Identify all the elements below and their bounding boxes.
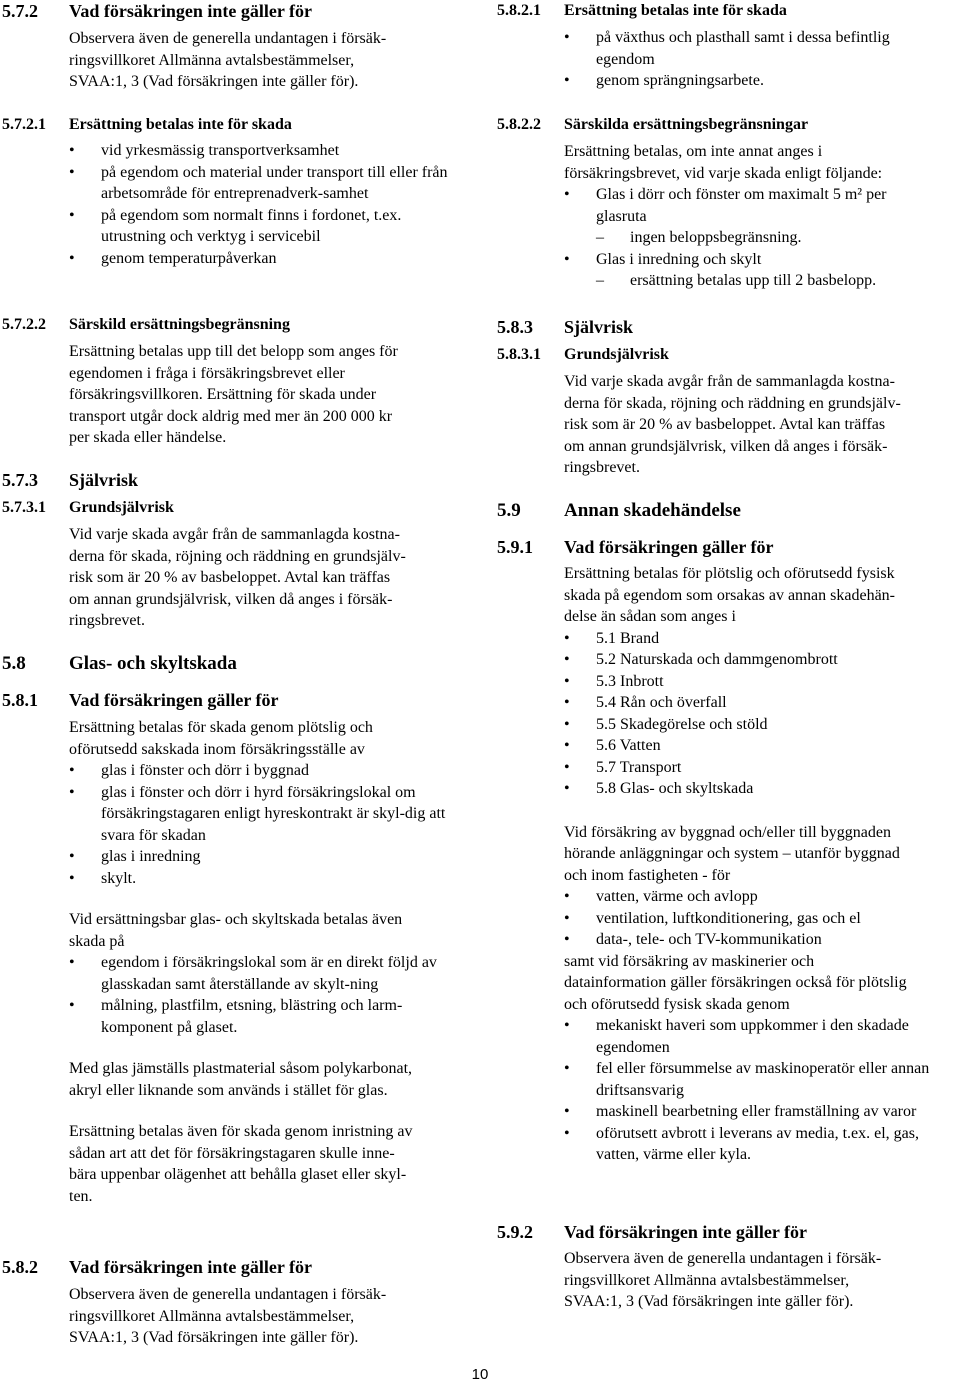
text-line: datainformation gäller försäkringen också för plötslig — [564, 974, 907, 991]
text-line: risk som är 20 % av basbeloppet. Avtal kan träffas — [69, 569, 391, 586]
text-line: Ersättning betalas, om inte annat anges i — [564, 143, 823, 160]
list-item: • 5.2 Naturskada och dammgenombrott — [564, 649, 960, 671]
section-number: 5.8 — [2, 653, 26, 674]
section-title: Vad försäkringen inte gäller för — [69, 1257, 312, 1277]
text-line: Ersättning betalas för skada genom plötslig och — [69, 719, 373, 736]
heading-5-7-2-1 — [2, 114, 292, 135]
text-line: Vid ersättningsbar glas- och skyltskada betalas även — [69, 911, 403, 928]
text-line: försäkringsvillkoren. Ersättning för skada under — [69, 386, 377, 403]
text-line: bära uppenbar olägenhet att behålla glaset eller skyl- — [69, 1166, 407, 1183]
section-body — [69, 717, 472, 1207]
text-line: transport utgår dock aldrig med mer än 200 000 kr — [69, 407, 393, 425]
text-line: sådan art att det för försäkringstagaren skulle inne- — [69, 1144, 395, 1162]
text-line: om annan grundsjälvrisk, vilken då anges i försäk- — [564, 437, 888, 455]
text-line: ringsvillkoret Allmänna avtalsbestämmelser, — [69, 51, 355, 69]
text-line: SVAA:1, 3 (Vad försäkringen inte gäller för). — [564, 1293, 854, 1310]
text-line: Ersättning betalas även för skada genom inristning av — [69, 1123, 413, 1140]
heading-5-8-3-1 — [497, 344, 669, 365]
text-line: derna för skada, röjning och räddning en grundsjälv- — [564, 394, 901, 412]
paragraph — [69, 524, 472, 632]
text-line: ringsbrevet. — [69, 612, 145, 629]
text-line: SVAA:1, 3 (Vad försäkringen inte gäller för). — [69, 1329, 359, 1346]
section-title: Glas- och skyltskada — [69, 653, 237, 674]
bullet-list — [69, 140, 467, 269]
list-item: – ingen beloppsbegränsning. — [564, 227, 940, 249]
section-title: Ersättning betalas inte för skada — [69, 116, 292, 133]
text-line: derna för skada, röjning och räddning en grundsjälv- — [69, 547, 406, 565]
section-body — [564, 141, 940, 292]
heading-5-9 — [497, 500, 741, 522]
heading-5-7-2 — [2, 0, 312, 22]
heading-5-7-3 — [2, 469, 138, 491]
text-line: ten. — [69, 1187, 93, 1205]
section-title: Självrisk — [564, 317, 634, 337]
list-item: • genom sprängningsarbete. — [564, 70, 940, 92]
section-title: Vad försäkringen gäller för — [564, 537, 774, 557]
heading-5-7-2-2 — [2, 314, 290, 335]
list-item: • 5.3 Inbrott — [564, 671, 960, 693]
text-line: Vid varje skada avgår från de sammanlagda kostna- — [69, 526, 400, 543]
text-line: Observera även de generella undantagen i försäk- — [564, 1250, 882, 1267]
list-item: • på egendom och material under transport till eller från arbetsområde för entreprenadverk-samhet — [69, 162, 467, 205]
text-line: ringsvillkoret Allmänna avtalsbestämmelser, — [69, 1307, 355, 1325]
text-line: ringsvillkoret Allmänna avtalsbestämmelser, — [564, 1271, 850, 1289]
list-item: • fel eller försummelse av maskinoperatör eller annan driftsansvarig — [564, 1058, 960, 1101]
list-item: • egendom i försäkringslokal som är en direkt följd av glasskadan samt återställande av skylt-ning — [69, 952, 472, 995]
section-number: 5.7.3.1 — [2, 499, 46, 516]
list-item: • 5.6 Vatten — [564, 735, 960, 757]
list-item: • på växthus och plasthall samt i dessa befintlig egendom — [564, 27, 940, 70]
heading-5-8-3 — [497, 316, 633, 338]
text-line: och inom fastigheten - för — [564, 866, 731, 884]
list-item: • 5.8 Glas- och skyltskada — [564, 778, 960, 800]
heading-5-8-2 — [2, 1256, 312, 1278]
text-line: skada på egendom som orsakas av annan skadehän- — [564, 586, 895, 604]
section-number: 5.9.1 — [497, 537, 533, 557]
paragraph — [69, 28, 472, 93]
heading-5-9-1 — [497, 536, 774, 558]
list-item: • oförutsett avbrott i leverans av media, t.ex. el, gas, vatten, värme eller kyla. — [564, 1123, 960, 1166]
section-title: Grundsjälvrisk — [69, 499, 174, 516]
text-line: oförutsedd sakskada inom försäkringsställe av — [69, 740, 365, 758]
list-item: • ventilation, luftkonditionering, gas och el — [564, 908, 960, 930]
paragraph — [69, 341, 472, 449]
section-number: 5.8.1 — [2, 690, 38, 710]
list-item: • glas i fönster och dörr i hyrd försäkringslokal om försäkringstagaren enligt hyreskontrakt är skyl-dig att svara för skadan — [69, 782, 472, 847]
section-title: Vad försäkringen inte gäller för — [564, 1222, 807, 1242]
heading-5-7-3-1 — [2, 497, 174, 518]
heading-5-8-2-1 — [497, 0, 787, 21]
section-number: 5.7.2 — [2, 1, 38, 21]
text-line: Observera även de generella undantagen i försäk- — [69, 1286, 387, 1303]
paragraph — [69, 1284, 472, 1349]
text-line: Vid varje skada avgår från de sammanlagda kostna- — [564, 373, 895, 390]
paragraph — [564, 371, 960, 479]
text-line: ringsbrevet. — [564, 459, 640, 476]
section-body — [564, 563, 960, 1166]
list-item: • Glas i dörr och fönster om maximalt 5 m² per glasruta — [564, 184, 940, 227]
section-number: 5.9.2 — [497, 1222, 533, 1242]
list-item: • glas i fönster och dörr i byggnad — [69, 760, 472, 782]
text-line: samt vid försäkring av maskinerier och — [564, 952, 815, 970]
section-number: 5.8.3.1 — [497, 346, 541, 363]
section-title: Särskilda ersättningsbegränsningar — [564, 116, 809, 133]
text-line: akryl eller liknande som används i stället för glas. — [69, 1081, 388, 1099]
list-item: – ersättning betalas upp till 2 basbelopp. — [564, 270, 940, 292]
text-line: egendomen i fråga i försäkringsbrevet eller — [69, 364, 345, 382]
section-title: Vad försäkringen inte gäller för — [69, 1, 312, 21]
text-line: hörande anläggningar och system – utanför byggnad — [564, 845, 900, 862]
section-title: Ersättning betalas inte för skada — [564, 2, 787, 19]
section-title: Vad försäkringen gäller för — [69, 690, 279, 710]
text-line: Observera även de generella undantagen i försäk- — [69, 30, 387, 47]
list-item: • data-, tele- och TV-kommunikation — [564, 929, 960, 951]
section-title: Grundsjälvrisk — [564, 346, 669, 363]
list-item: • 5.1 Brand — [564, 628, 960, 650]
section-number: 5.9 — [497, 500, 521, 521]
list-item: • glas i inredning — [69, 846, 472, 868]
section-number: 5.7.2.2 — [2, 316, 46, 333]
list-item: • Glas i inredning och skylt — [564, 249, 940, 271]
list-item: • maskinell bearbetning eller framställning av varor — [564, 1101, 960, 1123]
page-number: 10 — [471, 1366, 489, 1383]
section-number: 5.7.3 — [2, 470, 38, 490]
heading-5-9-2 — [497, 1221, 807, 1243]
text-line: Med glas jämställs plastmaterial såsom polykarbonat, — [69, 1060, 413, 1077]
list-item: • vatten, värme och avlopp — [564, 886, 960, 908]
heading-5-8-1 — [2, 689, 279, 711]
section-number: 5.7.2.1 — [2, 116, 46, 133]
text-line: Ersättning betalas upp till det belopp som anges för — [69, 343, 398, 360]
text-line: skada på — [69, 932, 125, 950]
list-item: • mekaniskt haveri som uppkommer i den skadade egendomen — [564, 1015, 960, 1058]
list-item: • vid yrkesmässig transportverksamhet — [69, 140, 467, 162]
section-title: Särskild ersättningsbegränsning — [69, 316, 290, 333]
text-line: Ersättning betalas för plötslig och oförutsedd fysisk — [564, 565, 895, 582]
text-line: risk som är 20 % av basbeloppet. Avtal kan träffas — [564, 416, 886, 433]
text-line: SVAA:1, 3 (Vad försäkringen inte gäller för). — [69, 73, 359, 90]
list-item: • 5.4 Rån och överfall — [564, 692, 960, 714]
text-line: per skada eller händelse. — [69, 429, 227, 446]
section-title: Självrisk — [69, 470, 139, 490]
section-number: 5.8.2 — [2, 1257, 38, 1277]
section-number: 5.8.2.1 — [497, 2, 541, 19]
list-item: • skylt. — [69, 868, 472, 890]
section-number: 5.8.2.2 — [497, 116, 541, 133]
text-line: om annan grundsjälvrisk, vilken då anges i försäk- — [69, 590, 393, 608]
list-item: • målning, plastfilm, etsning, blästring och larm-komponent på glaset. — [69, 995, 472, 1038]
heading-5-8 — [2, 653, 237, 675]
text-line: Vid försäkring av byggnad och/eller till byggnaden — [564, 823, 891, 841]
bullet-list — [564, 27, 940, 92]
text-line: försäkringsbrevet, vid varje skada enligt följande: — [564, 164, 883, 182]
paragraph — [564, 1248, 960, 1313]
text-line: delse än sådan som anges i — [564, 608, 736, 625]
section-number: 5.8.3 — [497, 317, 533, 337]
list-item: • 5.7 Transport — [564, 757, 960, 779]
list-item: • genom temperaturpåverkan — [69, 248, 467, 270]
section-title: Annan skadehändelse — [564, 500, 741, 521]
list-item: • på egendom som normalt finns i fordonet, t.ex. utrustning och verktyg i servicebil — [69, 205, 467, 248]
heading-5-8-2-2 — [497, 114, 808, 135]
text-line: och oförutsedd fysisk skada genom — [564, 995, 790, 1013]
list-item: • 5.5 Skadegörelse och stöld — [564, 714, 960, 736]
